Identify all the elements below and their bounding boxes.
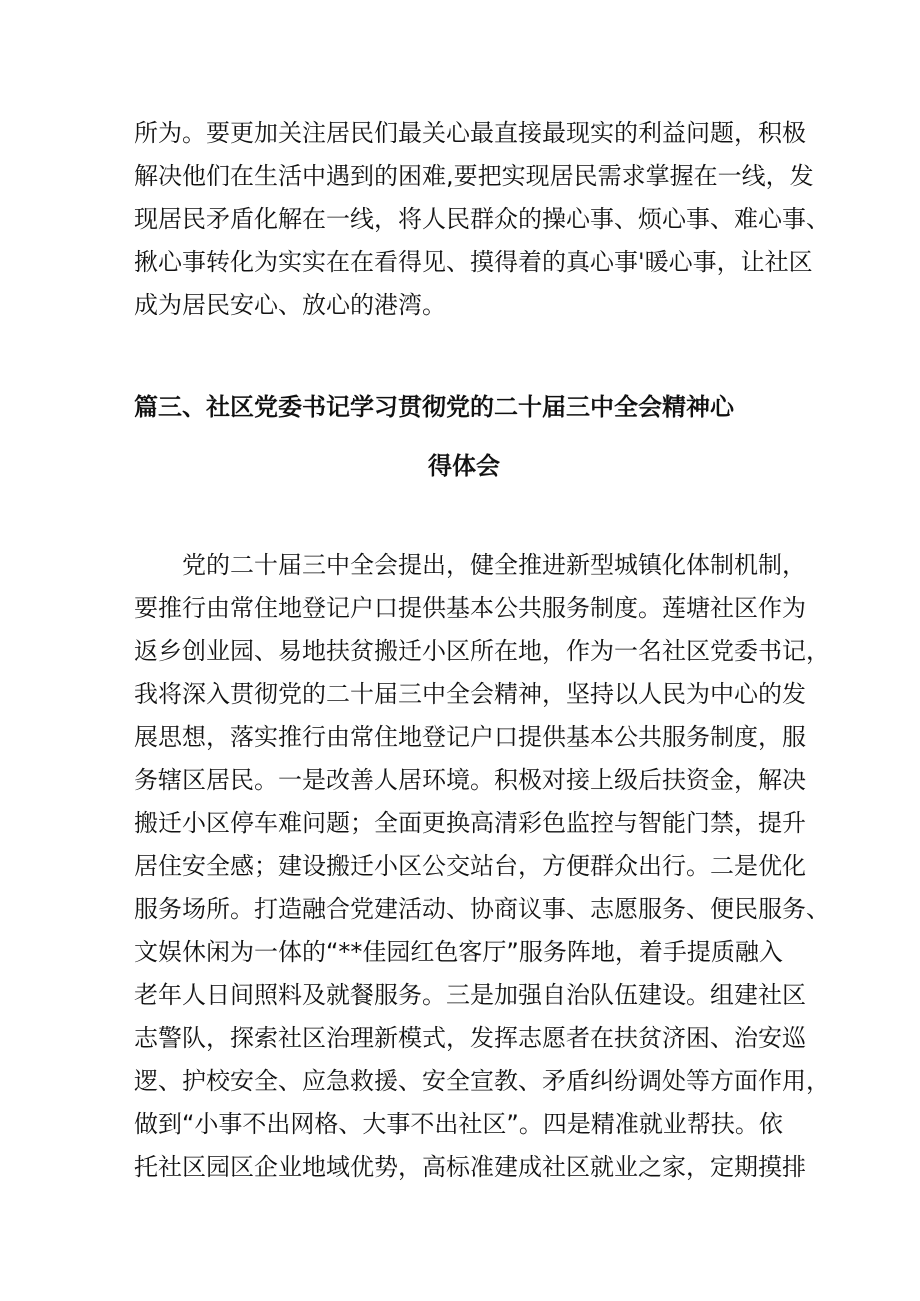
paragraph-line: 务辖区居民。一是改善人居环境。积极对接上级后扶资金，解决 bbox=[134, 766, 806, 794]
paragraph-line: 搬迁小区停车难问题；全面更换高清彩色监控与智能门禁，提升 bbox=[134, 809, 806, 837]
paragraph-line: 所为。要更加关注居民们最关心最直接最现实的利益问题，积极 bbox=[134, 119, 806, 147]
paragraph-line: 党的二十届三中全会提出，健全推进新型城镇化体制机制， bbox=[182, 551, 806, 579]
paragraph-line: 服务场所。打造融合党建活动、协商议事、志愿服务、便民服务、 bbox=[134, 895, 830, 923]
paragraph-line: 志警队，探索社区治理新模式，发挥志愿者在扶贫济困、治安巡 bbox=[134, 1024, 806, 1052]
paragraph-line: 返乡创业园、易地扶贫搬迁小区所在地，作为一名社区党委书记， bbox=[134, 637, 830, 665]
paragraph-line: 做到“小事不出网格、大事不出社区”。四是精准就业帮扶。依 bbox=[134, 1110, 783, 1138]
paragraph-line: 逻、护校安全、应急救援、安全宣教、矛盾纠纷调处等方面作用， bbox=[134, 1067, 830, 1095]
paragraph-line: 文娱休闲为一体的“**佳园红色客厅”服务阵地，着手提质融入 bbox=[134, 938, 783, 966]
paragraph-line: 我将深入贯彻党的二十届三中全会精神，坚持以人民为中心的发 bbox=[134, 680, 806, 708]
paragraph-line: 现居民矛盾化解在一线，将人民群众的操心事、烦心事、难心事、 bbox=[134, 205, 830, 233]
paragraph-line: 成为居民安心、放心的港湾。 bbox=[134, 291, 446, 319]
paragraph-line: 托社区园区企业地域优势，高标准建成社区就业之家，定期摸排 bbox=[134, 1153, 806, 1181]
section-heading-line-1: 篇三、社区党委书记学习贯彻党的二十届三中全会精神心 bbox=[134, 393, 734, 421]
section-heading-line-2: 得体会 bbox=[428, 452, 500, 480]
paragraph-line: 居住安全感；建设搬迁小区公交站台，方便群众出行。二是优化 bbox=[134, 852, 806, 880]
paragraph-line: 展思想，落实推行由常住地登记户口提供基本公共服务制度，服 bbox=[134, 723, 806, 751]
paragraph-line: 解决他们在生活中遇到的困难,要把实现居民需求掌握在一线，发 bbox=[134, 162, 814, 190]
paragraph-line: 老年人日间照料及就餐服务。三是加强自治队伍建设。组建社区 bbox=[134, 981, 806, 1009]
paragraph-line: 要推行由常住地登记户口提供基本公共服务制度。莲塘社区作为 bbox=[134, 594, 806, 622]
paragraph-line: 揪心事转化为实实在在看得见、摸得着的真心事'暖心事，让社区 bbox=[134, 248, 813, 276]
